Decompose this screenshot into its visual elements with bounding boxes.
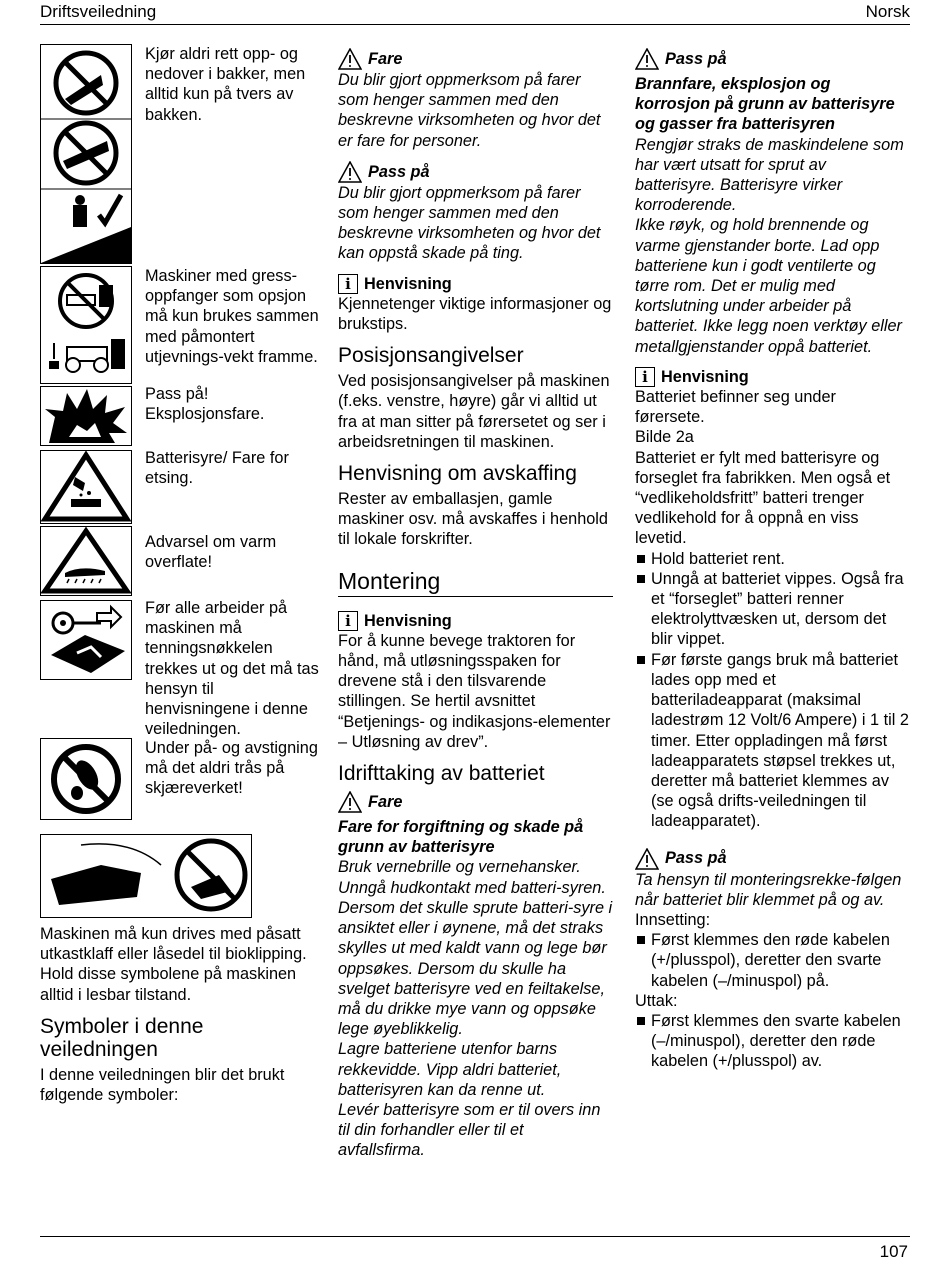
battery-fare-p3: Lagre batteriene utenfor barns rekkevidde. Vipp aldri batteriet, batterisyren kan da renne ut. [338,1040,562,1099]
henvisning-p1: Batteriet befinner seg under førersete. [635,388,836,427]
symbol-text: Før alle arbeider på maskinen må tenningsnøkkelen trekkes ut og det må tas hensyn til henvisningene i denne veiledningen. [145,599,319,739]
montering-henvisning-notice [338,611,613,631]
battery-fare-p1: Bruk vernebrille og vernehansker. Unngå hudkontakt med batteri-syren. [338,858,606,897]
page-header [40,0,910,25]
warning-triangle-icon [338,791,362,813]
info-icon: i [338,274,358,294]
symbol-text: Under på- og avstigning må det aldri trås på skjæreverket! [145,739,318,798]
discharge-flap-icon [40,834,252,918]
list-item: Unngå at batteriet vippes. Også fra et “forseglet” batteri renner elektrolyttvæsken ut, dersom det blir vippet. [635,569,910,650]
passpa-label: Pass på [368,162,430,181]
disposal-text: Rester av emballasjen, gamle maskiner osv. må avskaffes i henhold til lokale forskrifter. [338,490,608,549]
passpa2-notice [635,848,910,870]
page-number: 107 [879,1242,908,1261]
acid-corrosion-icon [40,450,132,524]
fare-notice [338,48,613,70]
symbol-row-hot [40,526,315,598]
henvisning-label: Henvisning [364,274,452,293]
passpa-title: Brannfare, eksplosjon og korrosjon på grunn av batterisyre og gasser fra batterisyren [635,75,895,134]
symbols-heading: Symboler i denne veiledningen [40,1014,204,1061]
no-step-icon [40,738,132,820]
passpa2-text: Ta hensyn til monteringsrekke-følgen når batteriet blir klemmet på og av. [635,870,902,909]
info-icon: i [635,367,655,387]
henvisning-label: Henvisning [364,611,452,630]
innsetting-list [635,930,910,991]
battery-fare-p2: Dersom det skulle sprute batteri-syre i ansiktet eller i øynene, må det straks skylles ut med kaldt vann og lege bør oppsøkes. Dersom du skulle ha svelget batterisyre ved en feiltakelse, må du drikke mye vann og oppsøke lege øyeblikkelig. [338,898,613,1039]
battery-fare-title: Fare for forgiftning og skade på grunn av batterisyre [338,818,584,857]
henvisning-notice [635,367,910,387]
henvisning-label: Henvisning [661,367,749,386]
innsetting-label: Innsetting: [635,910,711,929]
symbol-row-explosion [40,384,315,448]
symbol-row-slope [40,44,315,266]
warning-triangle-icon [338,161,362,183]
warning-triangle-icon [338,48,362,70]
position-heading: Posisjonsangivelser [338,344,524,368]
legible-text: Hold disse symbolene på maskinen alltid i lesbar tilstand. [40,965,297,1004]
montering-henvisning-text: For å kunne bevege traktoren for hånd, må utløsningsspaken for drevene stå i den tilsvarende stillingen. Se hertil avsnittet “Betjenings- og indikasjons-elementer – Utløsning av drev”. [338,631,611,751]
info-icon: i [338,611,358,631]
column-1 [40,44,319,1105]
symbol-row-no-step [40,738,318,834]
montering-heading: Montering [338,568,613,597]
passpa-label: Pass på [665,49,727,68]
list-item: Først klemmes den røde kabelen (+/plusspol), deretter den svarte kabelen (–/minuspol) på. [635,930,910,991]
uttak-list [635,1011,910,1072]
hot-surface-icon [40,526,132,596]
passpa-notice [338,161,613,183]
counterweight-icon [40,266,132,384]
symbols-intro: I denne veiledningen blir det brukt følgende symboler: [40,1065,285,1105]
fare-text: Du blir gjort oppmerksom på farer som henger sammen med den beskrevne virksomheten og hvor det er fare for personer. [338,71,601,150]
column-3 [635,44,910,1072]
fare-label: Fare [368,49,403,68]
henvisning-p3: Batteriet er fylt med batterisyre og forseglet fra fabrikken. Men også et “vedlikeholdsfritt” batteri trenger vedlikehold for å oppnå en viss levetid. [635,448,891,548]
position-text: Ved posisjonsangivelser på maskinen (f.eks. venstre, høyre) går vi alltid ut fra at man sitter på førersetet og ser i arbeidsretningen til maskinen. [338,372,610,451]
footer-rule [40,1236,910,1237]
remove-key-icon [40,600,132,680]
passpa-text: Du blir gjort oppmerksom på farer som henger sammen med den beskrevne virksomheten og hvor det kan oppstå skade på ting. [338,183,601,263]
symbol-text: Batterisyre/ Fare for etsing. [145,449,289,488]
symbol-text: Advarsel om varm overflate! [145,533,277,572]
warning-triangle-icon [635,48,659,70]
discharge-text: Maskinen må kun drives med påsatt utkastklaff eller låsedel til bioklipping. [40,925,307,964]
list-item: Først klemmes den svarte kabelen (–/minuspol), deretter den røde kabelen (+/plusspol) av. [635,1011,910,1072]
disposal-heading: Henvisning om avskaffing [338,462,577,486]
henvisning-p2: Bilde 2a [635,428,694,447]
list-item: Før første gangs bruk må batteriet lades opp med et batteriladeapparat (maksimal ladestrøm 12 Volt/6 Ampere) i 1 til 2 timer. Etter oppladingen må først ladeapparatets støpsel trekkes ut, deretter må batteriet klemmes av (se også drifts-veiledningen til ladeapparatet). [635,650,910,832]
symbol-text: Kjør aldri rett opp- og nedover i bakker, men alltid kun på tvers av bakken. [145,45,306,124]
column-2 [338,44,613,1161]
battery-fare-notice [338,791,613,813]
no-slope-driving-icon [40,44,132,264]
passpa-p2: Ikke røyk, og hold brennende og varme gjenstander borte. Lad opp batteriene kun i godt ventilerte og tørre rom. Det er mulig med kortslutning under arbeider på batteriet. Ikke legg noen verktøy eller metallgjenstander oppå batteriet. [635,216,902,356]
symbol-row-acid [40,448,315,526]
fare-label: Fare [368,792,403,811]
passpa-notice [635,48,910,70]
explosion-icon [40,386,132,446]
symbol-row-counterweight [40,266,319,384]
symbol-row-key [40,598,319,739]
passpa-label: Pass på [665,849,727,868]
header-language: Norsk [865,2,910,21]
list-item: Hold batteriet rent. [635,549,910,569]
battery-care-list [635,549,910,832]
henvisning-text: Kjennetenger viktige informasjoner og brukstips. [338,294,612,334]
header-title: Driftsveiledning [40,2,157,21]
henvisning-notice [338,274,613,294]
symbol-text: Pass på! Eksplosjonsfare. [145,385,265,424]
battery-fare-p4: Levér batterisyre som er til overs inn til din forhandler eller til et avfallsfirma. [338,1100,601,1160]
battery-heading: Idrifttaking av batteriet [338,762,545,786]
symbol-text: Maskiner med gress-oppfanger som opsjon må kun brukes sammen med påmontert utjevnings-vekt framme. [145,267,319,366]
passpa-p1: Rengjør straks de maskindelene som har vært utsatt for sprut av batterisyre. Batterisyre virker korroderende. [635,135,904,215]
uttak-label: Uttak: [635,991,678,1010]
warning-triangle-icon [635,848,659,870]
